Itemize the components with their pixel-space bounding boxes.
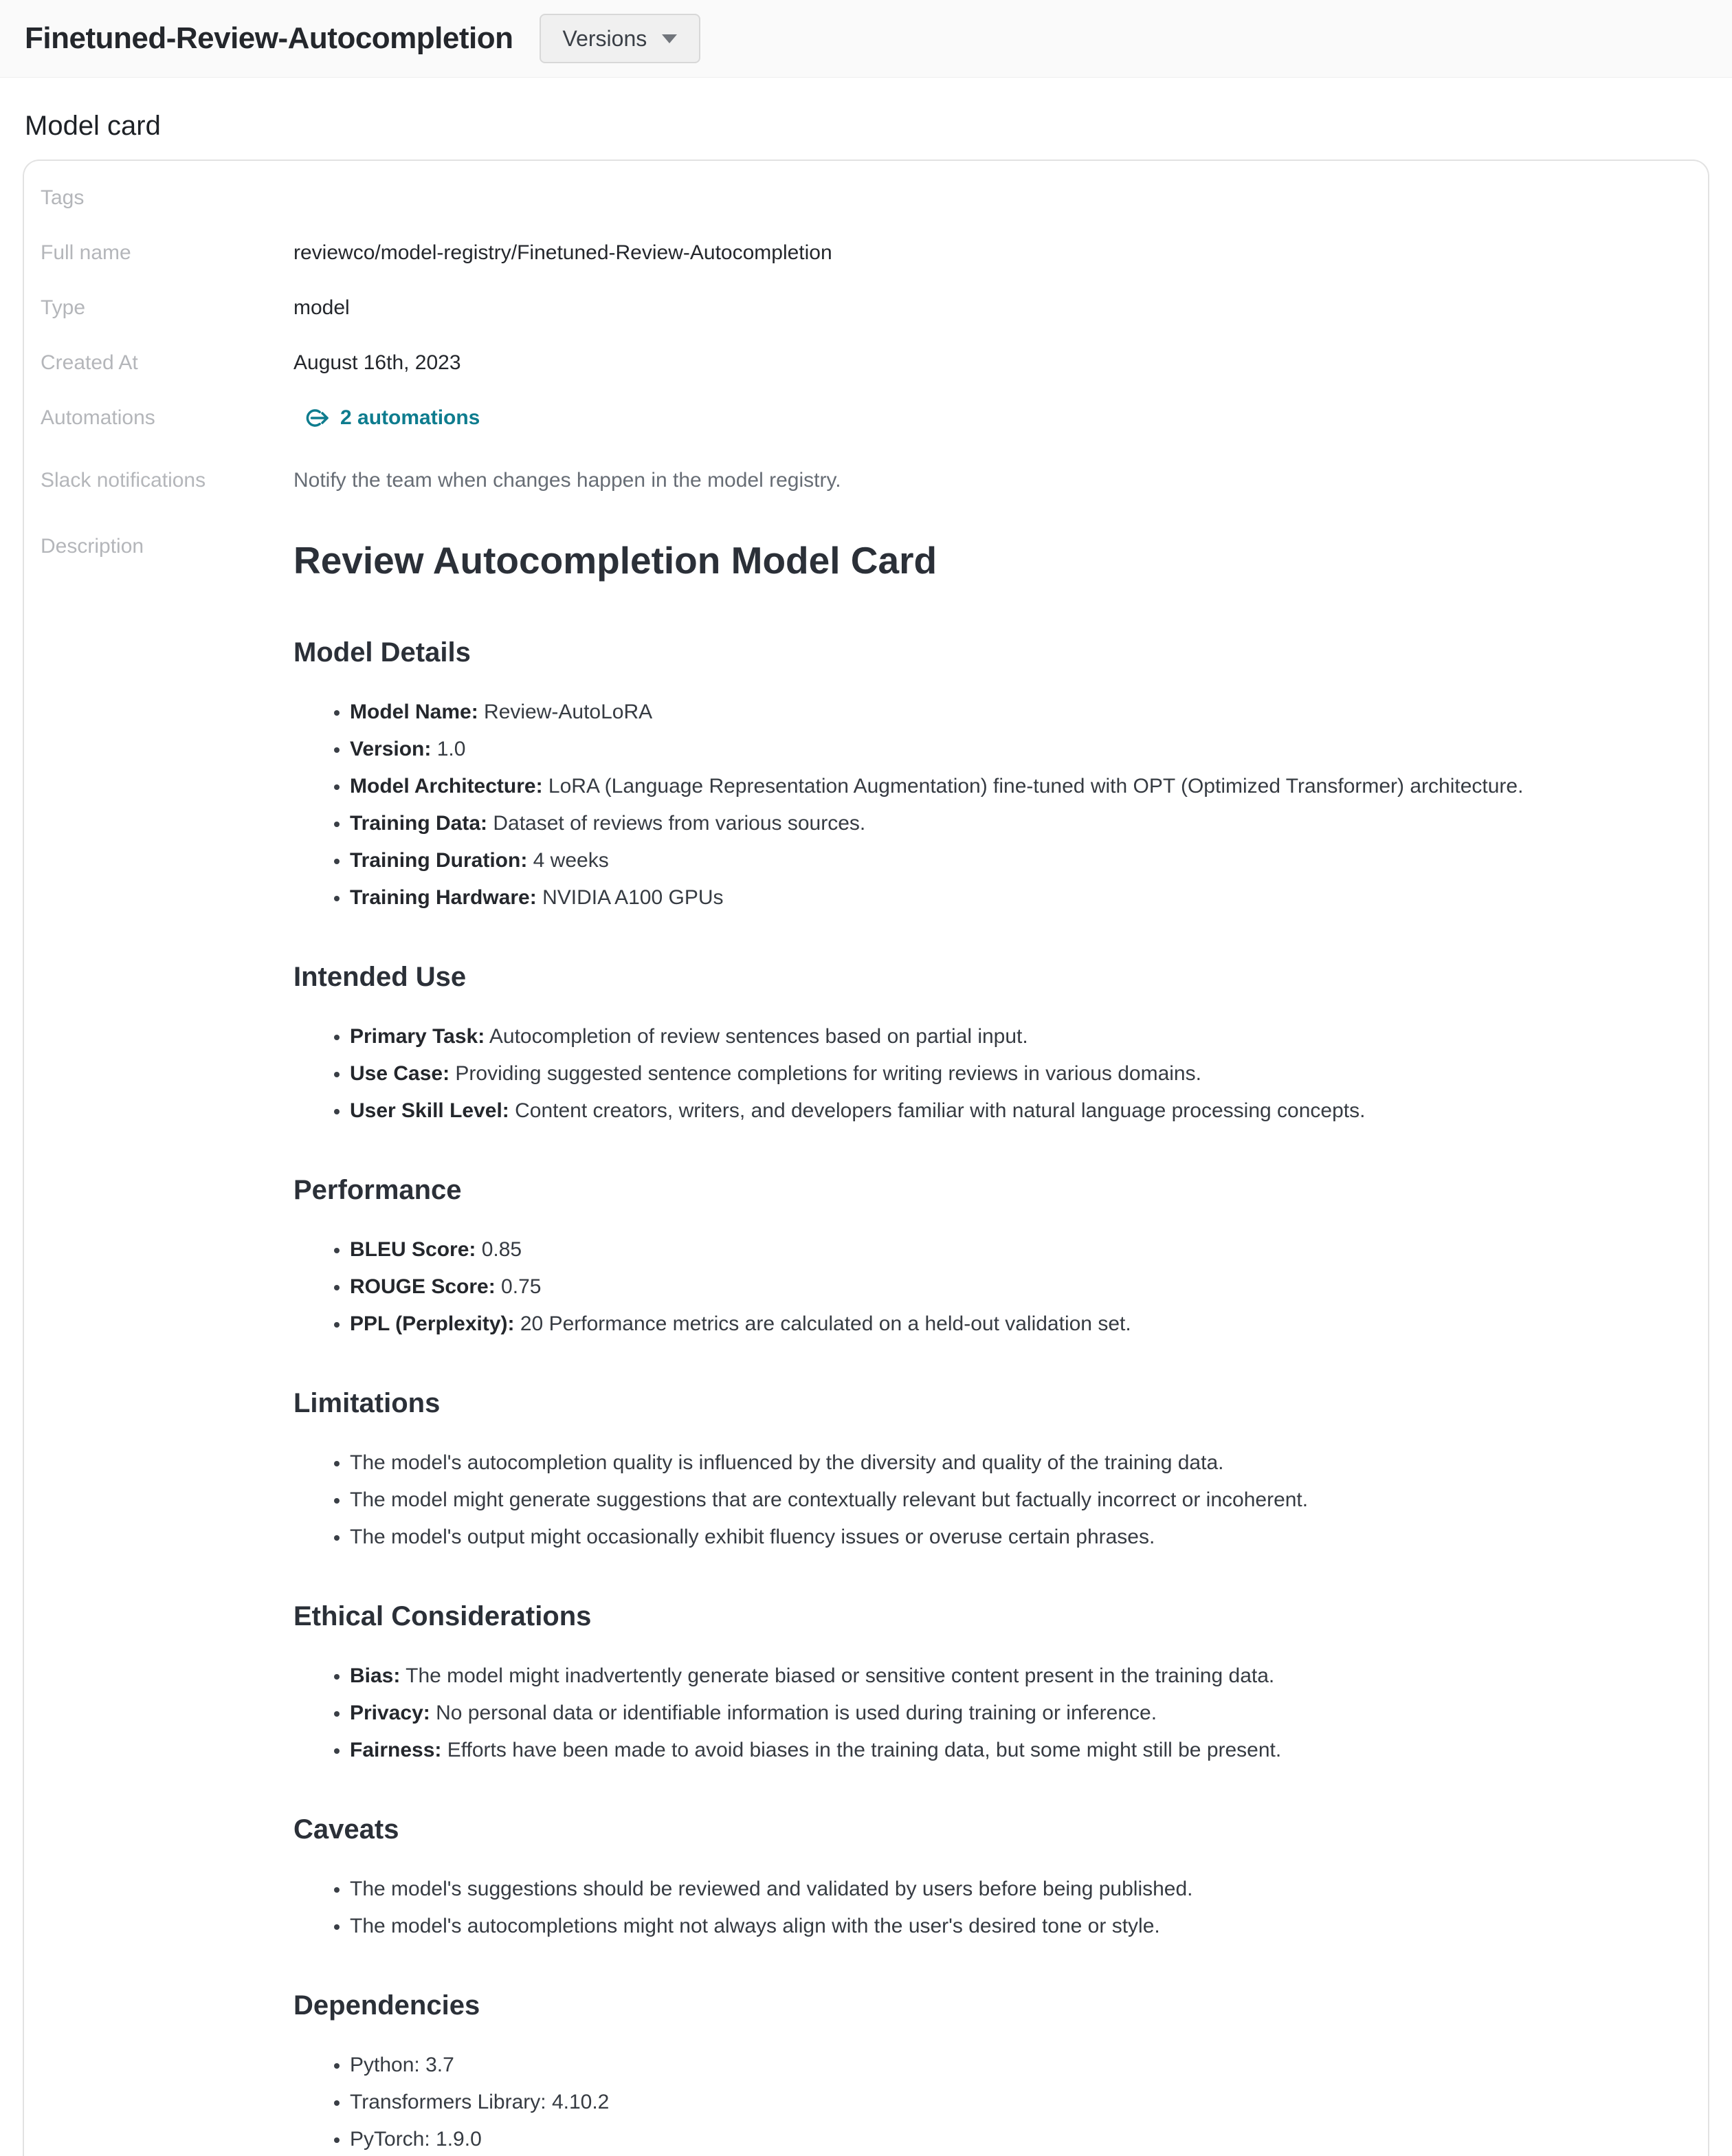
section-list-performance	[293, 1235, 1680, 1339]
model-card-panel	[23, 160, 1709, 2156]
section-heading-dependencies: Dependencies	[293, 1990, 480, 2021]
section-heading-model-details: Model Details	[293, 637, 471, 668]
list-item: • BLEU Score: 0.85	[350, 1235, 1680, 1264]
list-item: • Python: 3.7	[350, 2051, 1680, 2080]
field-row-tags	[41, 170, 1680, 226]
section-list-intended-use	[293, 1022, 1680, 1125]
list-item: • PPL (Perplexity): 20 Performance metrics are calculated on a held-out validation set.	[350, 1310, 1680, 1339]
list-item: • The model's autocompletions might not always align with the user's desired tone or style.	[350, 1912, 1680, 1941]
list-item: • PyTorch: 1.9.0	[350, 2125, 1680, 2154]
field-label-description: Description	[41, 535, 144, 558]
field-row-slack-notifications	[41, 453, 1680, 508]
list-item: • Model Name: Review-AutoLoRA	[350, 698, 1680, 727]
chevron-down-icon	[662, 34, 677, 43]
page-title: Finetuned-Review-Autocompletion	[25, 21, 513, 55]
versions-button[interactable]	[540, 14, 701, 63]
list-item: • The model's suggestions should be reviewed and validated by users before being published.	[350, 1875, 1680, 1904]
field-label-created-at: Created At	[41, 351, 138, 374]
section-heading-ethical-considerations: Ethical Considerations	[293, 1601, 592, 1631]
top-header-bar	[0, 0, 1732, 78]
section-heading-performance: Performance	[293, 1175, 462, 1205]
list-item: • Fairness: Efforts have been made to avoid biases in the training data, but some might still be present.	[350, 1736, 1680, 1765]
list-item: • Training Data: Dataset of reviews from various sources.	[350, 809, 1680, 838]
automations-link[interactable]	[293, 404, 480, 432]
field-row-type	[41, 280, 1680, 336]
list-item: • The model might generate suggestions that are contextually relevant but factually incorrect or incoherent.	[350, 1486, 1680, 1515]
field-value-type: model	[293, 296, 350, 319]
list-item: • Training Duration: 4 weeks	[350, 846, 1680, 875]
automation-icon	[303, 404, 331, 432]
list-item: • Version: 1.0	[350, 735, 1680, 764]
field-row-created-at	[41, 336, 1680, 390]
field-value-slack-notifications: Notify the team when changes happen in the model registry.	[293, 469, 841, 492]
section-heading-intended-use: Intended Use	[293, 962, 467, 992]
model-card-description	[293, 533, 1680, 2156]
list-item: • The model's output might occasionally exhibit fluency issues or overuse certain phrases.	[350, 1523, 1680, 1552]
list-item: • Use Case: Providing suggested sentence completions for writing reviews in various domains.	[350, 1059, 1680, 1088]
field-row-description	[41, 519, 1680, 2156]
list-item: • Bias: The model might inadvertently generate biased or sensitive content present in the training data.	[350, 1662, 1680, 1691]
field-label-full-name: Full name	[41, 241, 131, 264]
field-row-full-name	[41, 226, 1680, 280]
section-list-limitations	[293, 1449, 1680, 1552]
automations-link-label: 2 automations	[340, 406, 480, 429]
field-label-type: Type	[41, 296, 86, 319]
list-item: • Primary Task: Autocompletion of review sentences based on partial input.	[350, 1022, 1680, 1051]
section-list-ethical-considerations	[293, 1662, 1680, 1765]
list-item: • Privacy: No personal data or identifiable information is used during training or inference.	[350, 1699, 1680, 1728]
list-item: • The model's autocompletion quality is influenced by the diversity and quality of the training data.	[350, 1449, 1680, 1477]
list-item: • Model Architecture: LoRA (Language Representation Augmentation) fine-tuned with OPT (Optimized Transformer) architecture.	[350, 772, 1680, 801]
versions-button-label: Versions	[562, 25, 647, 51]
field-label-slack-notifications: Slack notifications	[41, 469, 206, 492]
list-item: • Training Hardware: NVIDIA A100 GPUs	[350, 883, 1680, 912]
section-list-caveats	[293, 1875, 1680, 1941]
section-list-dependencies	[293, 2051, 1680, 2154]
section-list-model-details	[293, 698, 1680, 912]
list-item: • Transformers Library: 4.10.2	[350, 2088, 1680, 2117]
section-heading-limitations: Limitations	[293, 1388, 441, 1418]
field-label-automations: Automations	[41, 406, 155, 429]
field-label-tags: Tags	[41, 186, 85, 209]
list-item: • ROUGE Score: 0.75	[350, 1273, 1680, 1301]
field-value-full-name: reviewco/model-registry/Finetuned-Review-Autocompletion	[293, 241, 832, 264]
section-heading-caveats: Caveats	[293, 1814, 399, 1845]
model-card-section-label: Model card	[25, 111, 161, 141]
list-item: • User Skill Level: Content creators, writers, and developers familiar with natural language processing concepts.	[350, 1097, 1680, 1125]
field-value-created-at: August 16th, 2023	[293, 351, 461, 374]
field-row-automations	[41, 390, 1680, 453]
description-title: Review Autocompletion Model Card	[293, 539, 937, 582]
